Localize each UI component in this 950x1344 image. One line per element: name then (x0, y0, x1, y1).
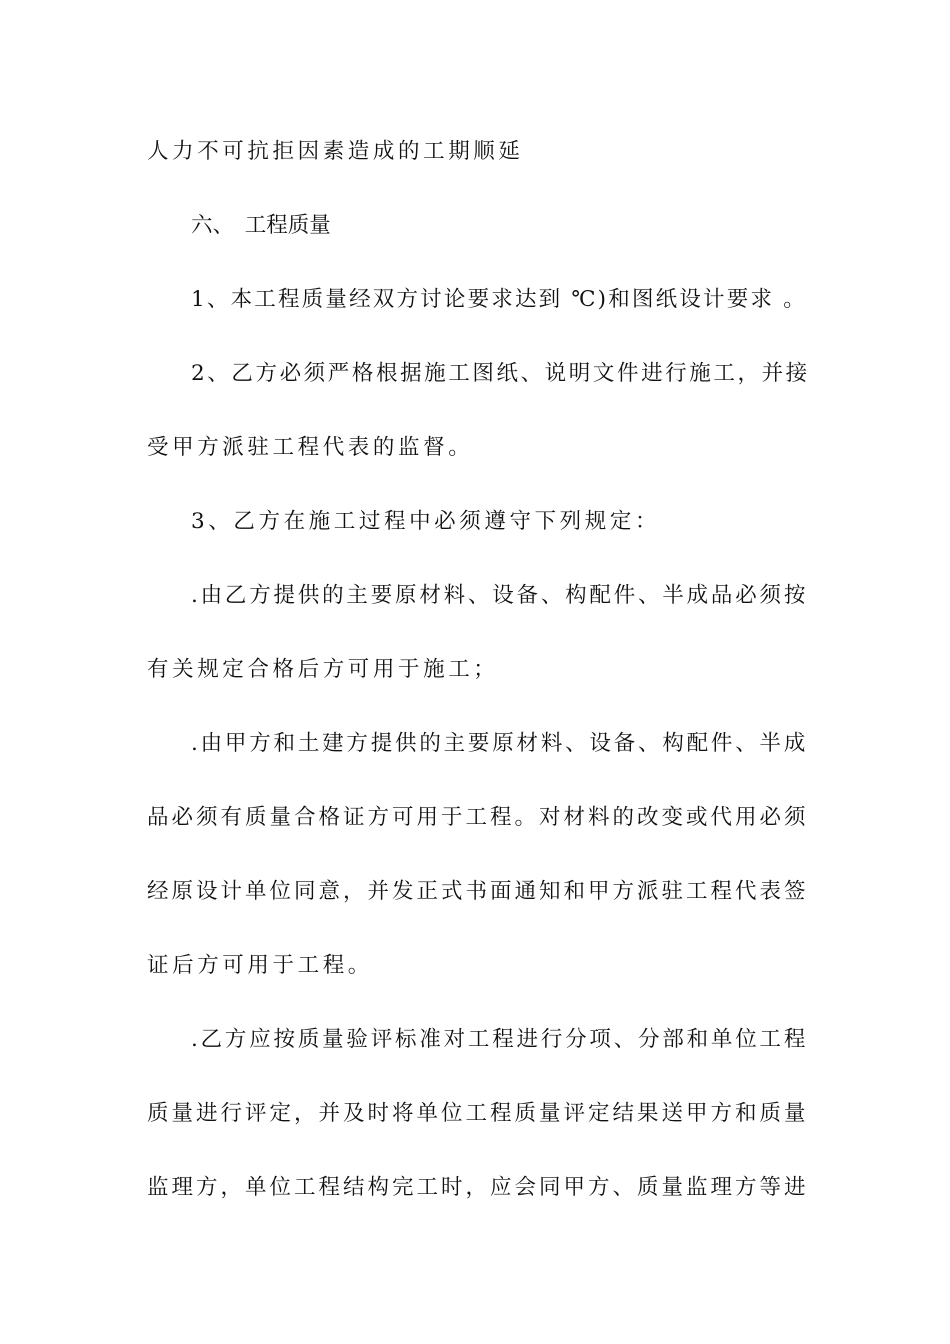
clause-2-line-1: 2、乙方必须严格根据施工图纸、说明文件进行施工，并接 (191, 361, 810, 386)
rule-a-line-1: .由乙方提供的主要原材料、设备、构配件、半成品必须按 (191, 583, 809, 608)
section-heading-quality: 六、 工程质量 (191, 213, 331, 238)
rule-a-line-2: 有关规定合格后方可用于施工； (147, 657, 499, 682)
rule-b-line-3: 经原设计单位同意，并发正式书面通知和甲方派驻工程代表签 (147, 879, 809, 904)
clause-2-line-2: 受甲方派驻工程代表的监督。 (147, 435, 474, 460)
rule-b-line-1: .由甲方和土建方提供的主要原材料、设备、构配件、半成 (191, 731, 809, 756)
rule-c-line-3: 监理方，单位工程结构完工时，应会同甲方、质量监理方等进 (147, 1175, 809, 1200)
rule-c-line-1: .乙方应按质量验评标准对工程进行分项、分部和单位工程 (191, 1027, 809, 1052)
clause-3-line: 3、乙方在施工过程中必须遵守下列规定： (191, 509, 661, 534)
clause-1-line: 1、本工程质量经双方讨论要求达到 ℃)和图纸设计要求 。 (191, 287, 807, 312)
rule-b-line-2: 品必须有质量合格证方可用于工程。对材料的改变或代用必须 (147, 805, 809, 830)
paragraph-line-continuation: 人力不可抗拒因素造成的工期顺延 (147, 139, 524, 164)
rule-c-line-2: 质量进行评定，并及时将单位工程质量评定结果送甲方和质量 (147, 1101, 809, 1126)
rule-b-line-4: 证后方可用于工程。 (147, 953, 373, 978)
